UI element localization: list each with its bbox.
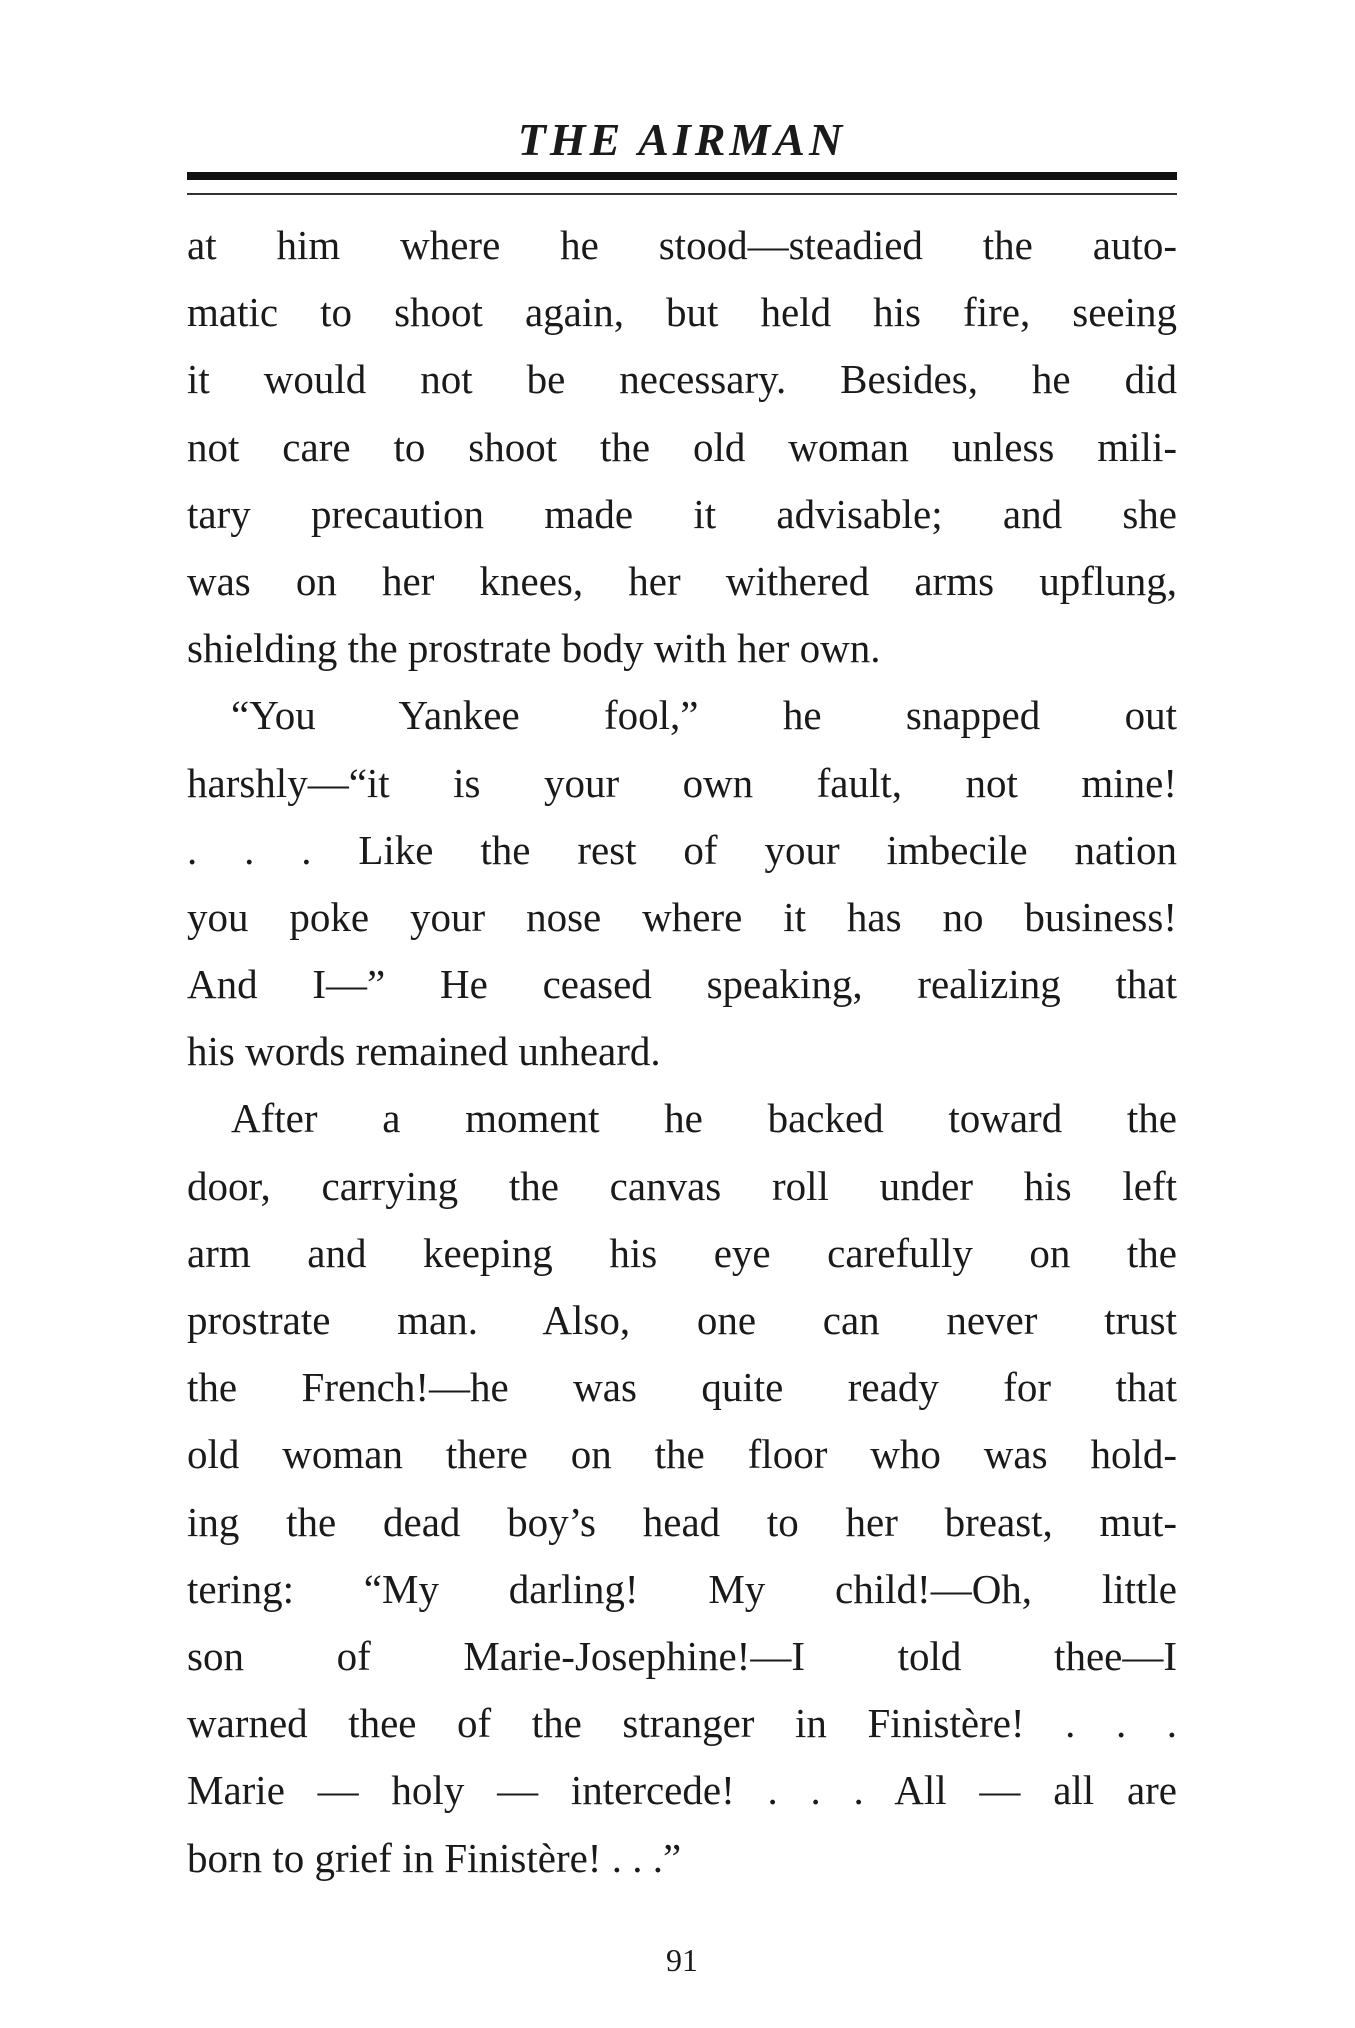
book-page bbox=[187, 0, 1177, 2028]
text-line: ing the dead boy’s head to her breast, mut- bbox=[187, 1498, 1177, 1545]
body-text bbox=[187, 212, 1177, 1892]
text-line: tering: “My darling! My child!—Oh, little bbox=[187, 1565, 1177, 1612]
header-rule-thin bbox=[187, 193, 1177, 195]
header-rule-thick bbox=[187, 172, 1177, 180]
text-line: . . . Like the rest of your imbecile nation bbox=[187, 826, 1177, 873]
text-line: son of Marie-Josephine!—I told thee—I bbox=[187, 1632, 1177, 1679]
text-line: tary precaution made it advisable; and she bbox=[187, 490, 1177, 537]
text-line: his words remained unheard. bbox=[187, 1028, 661, 1075]
text-line: arm and keeping his eye carefully on the bbox=[187, 1229, 1177, 1276]
text-line: shielding the prostrate body with her own. bbox=[187, 625, 881, 672]
text-line: it would not be necessary. Besides, he did bbox=[187, 356, 1177, 403]
text-line: harshly—“it is your own fault, not mine! bbox=[187, 759, 1177, 806]
text-line: you poke your nose where it has no business! bbox=[187, 893, 1177, 940]
page-number: 91 bbox=[666, 1942, 698, 1978]
text-line: door, carrying the canvas roll under his left bbox=[187, 1162, 1177, 1209]
text-line: Marie — holy — intercede! . . . All — all are bbox=[187, 1767, 1177, 1814]
paragraph-start-line: “You Yankee fool,” he snapped out bbox=[231, 692, 1177, 739]
text-line: at him where he stood—steadied the auto- bbox=[187, 222, 1177, 268]
running-head: THE AIRMAN bbox=[517, 114, 847, 165]
text-line: old woman there on the floor who was hold- bbox=[187, 1431, 1177, 1478]
text-line: the French!—he was quite ready for that bbox=[187, 1364, 1177, 1411]
text-line: not care to shoot the old woman unless mili- bbox=[187, 423, 1177, 470]
text-line: matic to shoot again, but held his fire, seeing bbox=[187, 289, 1177, 336]
text-line: warned thee of the stranger in Finistère! . . . bbox=[187, 1700, 1177, 1747]
text-line: prostrate man. Also, one can never trust bbox=[187, 1297, 1177, 1343]
text-line: And I—” He ceased speaking, realizing that bbox=[187, 961, 1177, 1008]
text-line: born to grief in Finistère! . . .” bbox=[187, 1834, 682, 1881]
text-line: was on her knees, her withered arms upflung, bbox=[187, 557, 1177, 604]
paragraph-start-line: After a moment he backed toward the bbox=[231, 1095, 1177, 1142]
